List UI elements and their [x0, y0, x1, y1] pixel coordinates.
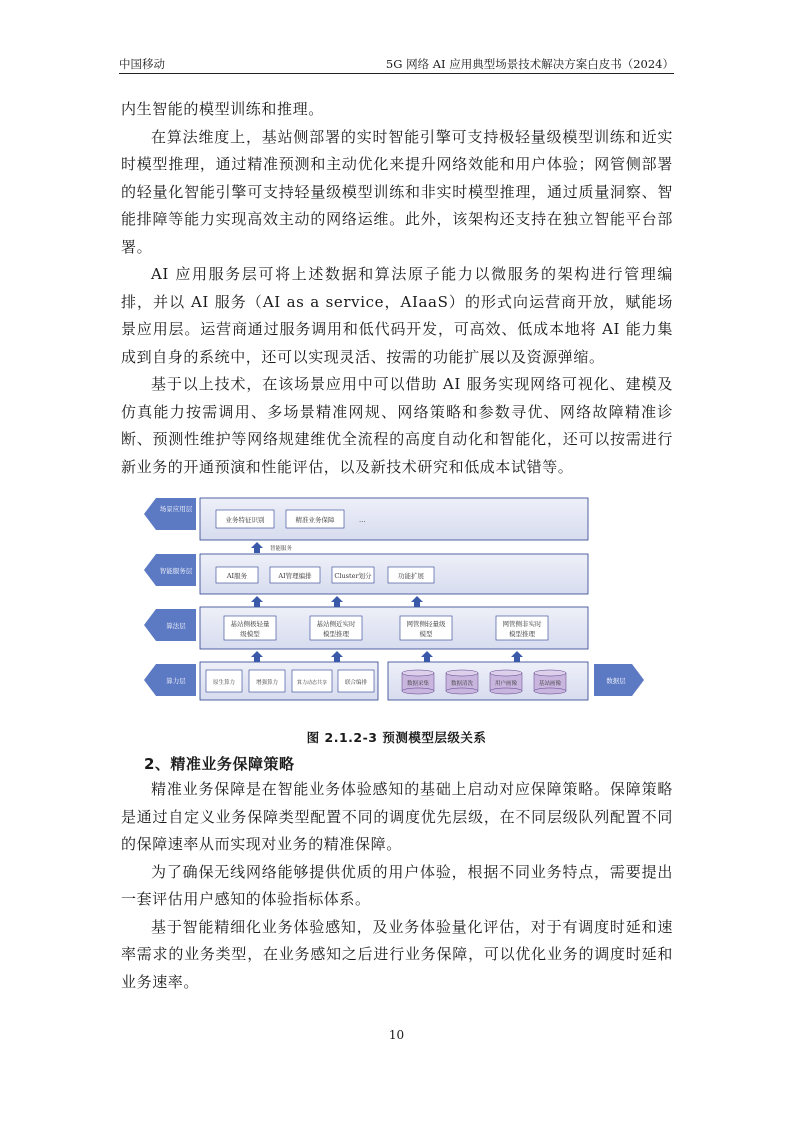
paragraph: 为了确保无线网络能够提供优质的用户体验，根据不同业务特点，需要提出一套评估用户感知的体验指标体系。: [121, 862, 673, 908]
paragraph: 基于智能精细化业务体验感知，及业务体验量化评估，对于有调度时延和速率需求的业务类型，在业务感知之后进行业务保障，可以优化业务的调度时延和业务速率。: [121, 917, 673, 991]
arrow-up: [411, 596, 423, 607]
data-item: 数据采集: [406, 681, 430, 687]
compute-box: 原生算力: [212, 680, 236, 686]
arrow-up: [421, 651, 433, 662]
figure-caption: 图 2.1.2-3 预测模型层级关系: [306, 730, 487, 745]
data-cylinder: [446, 670, 478, 694]
layer-label-compute: 算力层: [166, 677, 186, 685]
layer-label-service: 智能服务层: [159, 567, 193, 575]
data-cylinder: [534, 670, 566, 694]
paragraph: 精准业务保障是在智能业务体验感知的基础上启动对应保障策略。保障策略是通过自定义业务保障类型配置不同的调度优先层级，在不同层级队列配置不同的保障速率从而实现对业务的精准保障。: [121, 780, 673, 853]
compute-box: 联合编排: [344, 680, 368, 686]
layer-label-scene: 场景应用层: [159, 505, 193, 513]
scene-box: 业务特征识别: [225, 516, 265, 524]
layer-label-data: 数据层: [606, 677, 626, 685]
data-item: 数据清洗: [450, 681, 474, 687]
service-box: Cluster划分: [334, 572, 372, 580]
header-doc-title: 5G 网络 AI 应用典型场景技术解决方案白皮书（2024）: [385, 57, 674, 71]
page-number: 10: [388, 1028, 405, 1042]
algo-box-line: 基站侧极轻量: [230, 620, 270, 628]
data-cylinder: [402, 670, 434, 694]
paragraph: 在算法维度上，基站侧部署的实时智能引擎可支持极轻量级模型训练和近实时模型推理，通过精准预测和主动优化来提升网络效能和用户体验；网管侧部署的轻量化智能引擎可支持轻量级模型训练和非实时模型推理，通过质量洞察、智能排障等能力实现高效主动的网络运维。此外，该架构还支持在独立智能平台部署。: [121, 127, 673, 256]
layer-tag-algo: [144, 609, 196, 641]
algo-box-line: 基站侧近实时: [316, 620, 356, 628]
data-cylinder: [490, 670, 522, 694]
scene-box: 精准业务保障: [295, 516, 335, 524]
algo-box-line: 网管侧轻量级: [406, 620, 446, 628]
service-box: AI管理编排: [278, 572, 312, 580]
section-title: 2、精准业务保障策略: [144, 755, 295, 773]
arrow-up: [251, 542, 263, 553]
layer-tag-data: [594, 664, 644, 696]
header-rule: [119, 73, 674, 74]
service-box: 功能扩展: [398, 572, 424, 580]
arrow-up: [251, 651, 263, 662]
algo-box-line: 模型: [419, 630, 433, 638]
layer-tag-service: [144, 554, 196, 586]
algo-box-line: 网管侧非实时: [502, 620, 542, 628]
algo-box-line: 模型推理: [323, 630, 349, 638]
algo-box-line: 模型推理: [509, 630, 535, 638]
data-item: 基站画像: [538, 681, 562, 687]
paragraph: AI 应用服务层可将上述数据和算法原子能力以微服务的架构进行管理编排，并以 AI 服务（AI as a service，AIaaS）的形式向运营商开放，赋能场景应用层。运营商通过服务调用和低代码开发，可高效、低成本地将 AI 能力集成到自身的系统中，还可以实现灵活、按需的功能扩展以及资源弹缩。: [121, 265, 673, 366]
data-item: 用户画像: [494, 681, 518, 687]
body-text-top: [121, 96, 673, 481]
arrow-up: [331, 651, 343, 662]
layer-label-algo: 算法层: [166, 622, 186, 630]
header-org: 中国移动: [119, 57, 165, 71]
body-text-bottom: [121, 776, 673, 996]
layer-tag-scene: [144, 498, 196, 530]
arrow-up: [331, 596, 343, 607]
compute-box: 增强算力: [255, 680, 279, 686]
arrow-up: [511, 651, 523, 662]
paragraph: 基于以上技术，在该场景应用中可以借助 AI 服务实现网络可视化、建模及仿真能力按需调用、多场景精准网规、网络策略和参数寻优、网络故障精准诊断、预测性维护等网络规建维优全流程的高度自动化和智能化，还可以按需进行新业务的开通预演和性能评估，以及新技术研究和低成本试错等。: [121, 375, 673, 476]
compute-box: 算力动态共享: [296, 680, 328, 686]
algo-box-line: 级模型: [240, 630, 260, 638]
page-header: [119, 52, 674, 74]
layer-diagram: [144, 492, 644, 712]
scene-ellipsis: …: [359, 516, 366, 524]
service-box: AI服务: [226, 572, 248, 580]
service-note: 智能服务: [270, 546, 293, 552]
layer-tag-compute: [144, 664, 196, 696]
arrow-up: [251, 596, 263, 607]
paragraph: 内生智能的模型训练和推理。: [121, 100, 324, 118]
